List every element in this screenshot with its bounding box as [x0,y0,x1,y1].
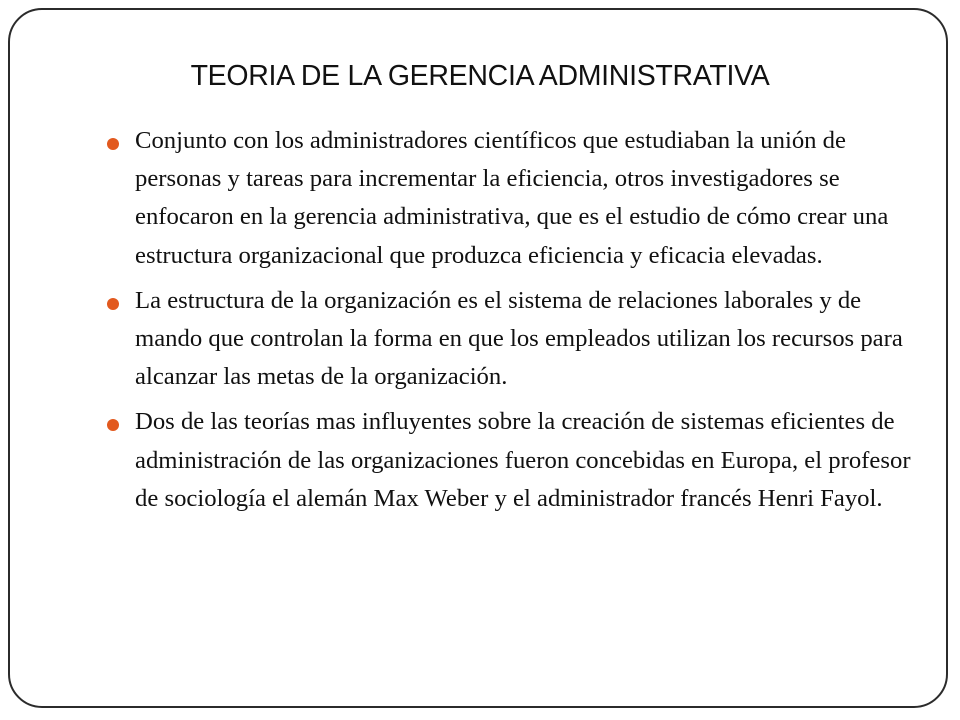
bullet-dot-icon [107,298,119,310]
bullet-dot-icon [107,419,119,431]
bullet-text: Dos de las teorías mas influyentes sobre la creación de sistemas eficientes de administración de las organizaciones fueron concebidas en Europa, el profesor de sociología el alemán Max Weber y el administrador francés Henri Fayol. [135,408,911,512]
bullet-item-1 [0,122,960,275]
bullet-text: Conjunto con los administradores científicos que estudiaban la unión de personas y tareas para incrementar la eficiencia, otros investigadores se enfocaron en la gerencia administrativa, que es el estudio de cómo crear una estructura organizacional que produzca eficiencia y eficacia elevadas. [135,127,889,269]
bullet-text: La estructura de la organización es el sistema de relaciones laborales y de mando que controlan la forma en que los empleados utilizan los recursos para alcanzar las metas de la organización. [135,286,903,391]
bullet-list [0,122,960,525]
bullet-item-3 [0,403,960,518]
slide-title: TEORIA DE LA GERENCIA ADMINISTRATIVA [190,60,770,92]
bullet-dot-icon [107,138,119,150]
bullet-item-2 [0,282,960,397]
